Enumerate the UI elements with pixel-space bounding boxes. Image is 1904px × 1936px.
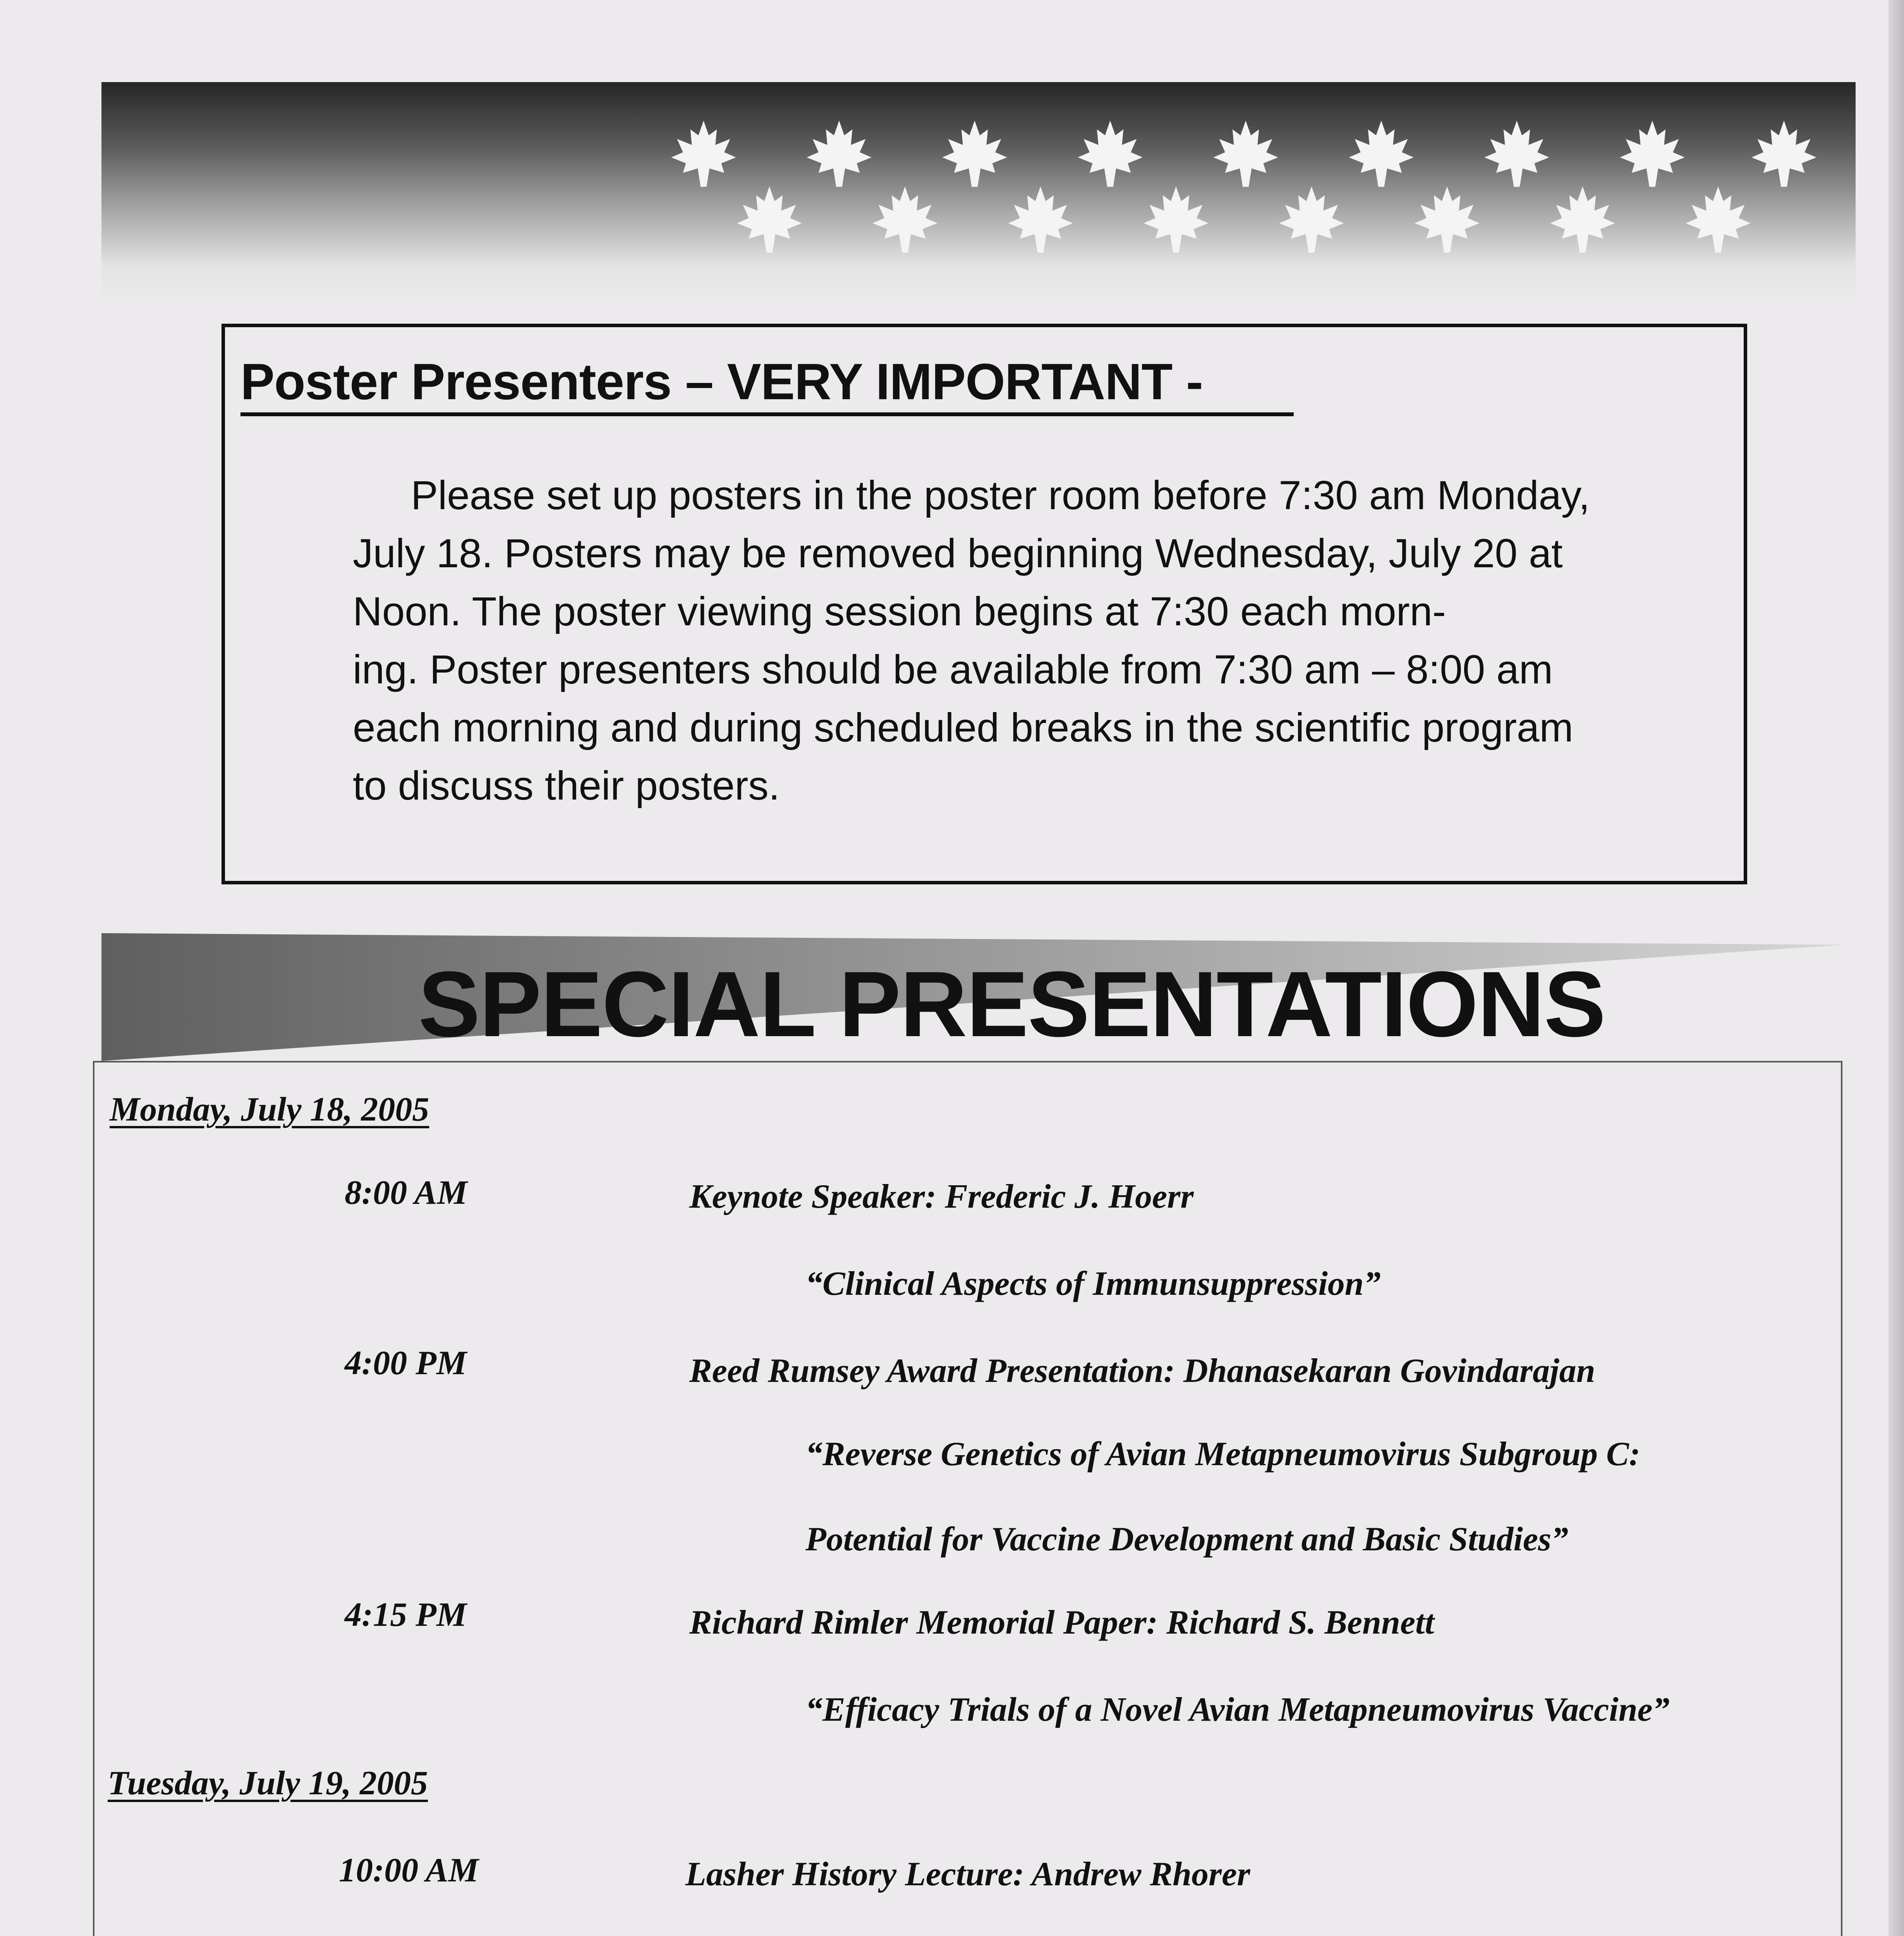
- event-detail: “Reverse Genetics of Avian Metapneumovirus Subgroup C:: [805, 1435, 1641, 1473]
- maple-leaf-icon: [667, 117, 740, 191]
- maple-leaf-icon: [1073, 117, 1147, 191]
- maple-leaf-icon: [1681, 183, 1755, 256]
- notice-line: to discuss their posters.: [353, 763, 780, 808]
- maple-leaf-icon: [733, 183, 806, 256]
- maple-leaf-icon: [1004, 183, 1077, 256]
- notice-line: Please set up posters in the poster room before 7:30 am Monday,: [411, 473, 1590, 518]
- top-banner: [101, 82, 1856, 299]
- title-underline: [240, 412, 1294, 416]
- maple-leaf-icon: [938, 117, 1011, 191]
- event-detail: Potential for Vaccine Development and Basic Studies”: [805, 1521, 1569, 1558]
- maple-leaf-icon: [1139, 183, 1213, 256]
- notice-line: each morning and during scheduled breaks in the scientific program: [353, 705, 1573, 750]
- maple-leaf-icon: [1209, 117, 1282, 191]
- maple-leaf-icon: [1616, 117, 1689, 191]
- maple-leaf-icon: [1410, 183, 1484, 256]
- event-time: 8:00 AM: [345, 1174, 467, 1212]
- page-edge-shadow: [1889, 0, 1904, 1936]
- maple-leaf-icon: [1480, 117, 1554, 191]
- event-time: 4:15 PM: [345, 1596, 467, 1634]
- event-heading: Lasher History Lecture: Andrew Rhorer: [685, 1855, 1250, 1893]
- notice-line: ing. Poster presenters should be available from 7:30 am – 8:00 am: [353, 647, 1553, 692]
- event-heading: Keynote Speaker: Frederic J. Hoerr: [689, 1178, 1194, 1215]
- notice-line: July 18. Posters may be removed beginning Wednesday, July 20 at: [353, 531, 1563, 576]
- maple-leaf-icon: [1344, 117, 1418, 191]
- event-time: 10:00 AM: [339, 1852, 479, 1889]
- event-detail: “Clinical Aspects of Immunsuppression”: [805, 1265, 1381, 1303]
- event-heading: Reed Rumsey Award Presentation: Dhanasekaran Govindarajan: [689, 1352, 1595, 1390]
- day-heading: Monday, July 18, 2005: [110, 1091, 429, 1128]
- poster-notice-title: Poster Presenters – VERY IMPORTANT -: [240, 353, 1203, 410]
- maple-leaf-icon: [1747, 117, 1821, 191]
- event-heading: Richard Rimler Memorial Paper: Richard S. Bennett: [689, 1604, 1434, 1641]
- poster-notice-box: [221, 324, 1747, 884]
- day-heading: Tuesday, July 19, 2005: [108, 1764, 428, 1802]
- notice-line: Noon. The poster viewing session begins at 7:30 each morn-: [353, 589, 1446, 634]
- event-time: 4:00 PM: [345, 1344, 467, 1382]
- section-title: SPECIAL PRESENTATIONS: [418, 952, 1605, 1056]
- poster-notice-text: [353, 467, 1716, 815]
- maple-leaf-icon: [802, 117, 876, 191]
- maple-leaf-icon: [868, 183, 942, 256]
- event-detail: “Efficacy Trials of a Novel Avian Metapneumovirus Vaccine”: [805, 1691, 1670, 1728]
- maple-leaf-icon: [1546, 183, 1619, 256]
- maple-leaf-icon: [1275, 183, 1348, 256]
